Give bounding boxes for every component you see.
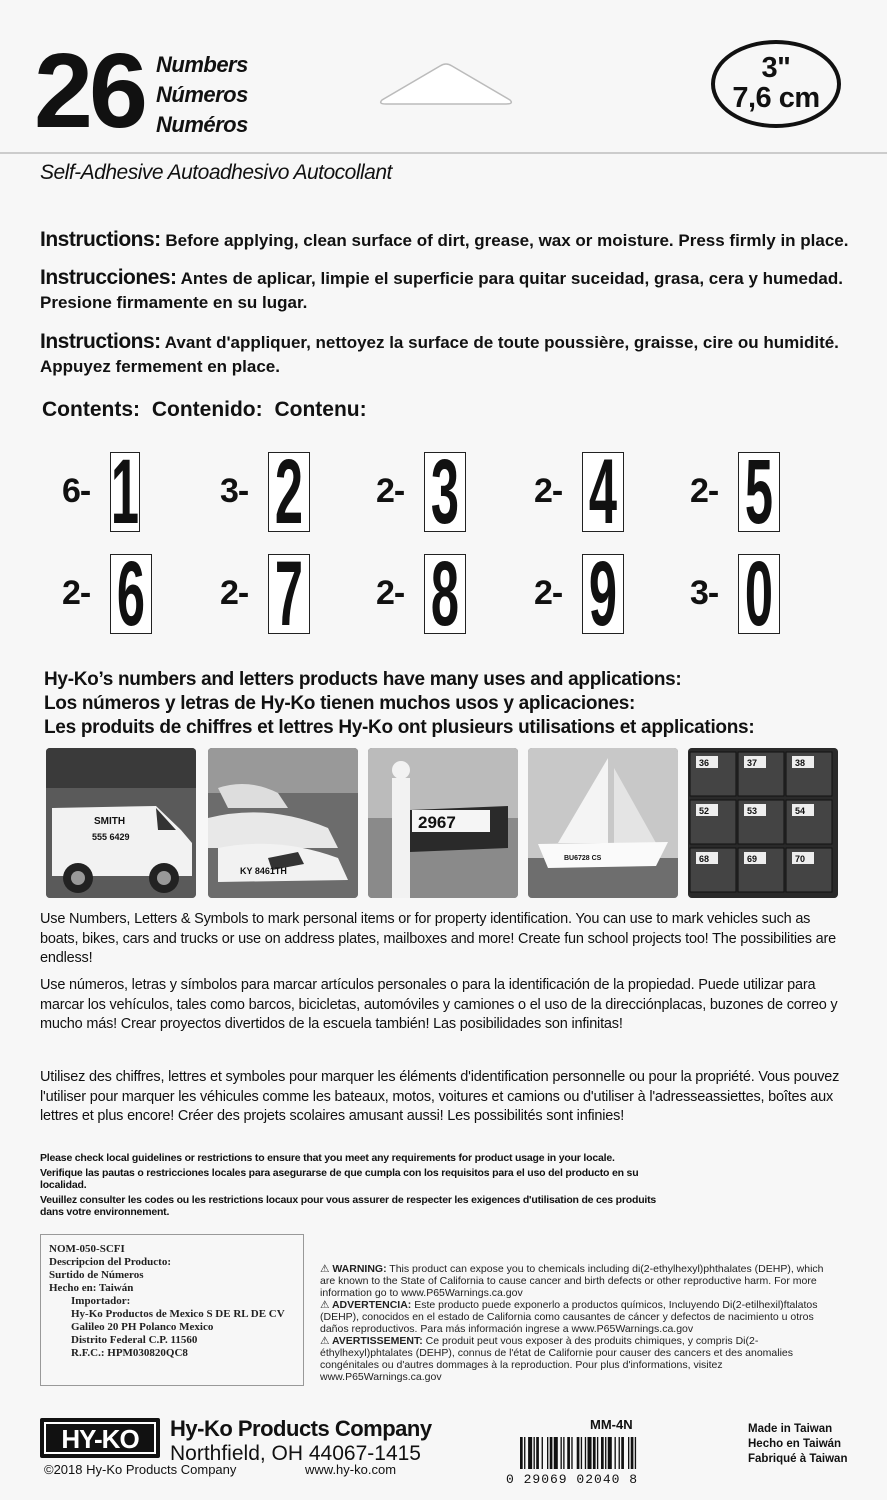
uses-paragraph-en: Use Numbers, Letters & Symbols to mark personal items or for property identification. You can use to mark vehicles such as boats, bikes, cars and trucks or use on address plates, mailboxes and more! Create fun school projects too! The possibilities are endless!	[40, 911, 837, 966]
bin-number: 68	[699, 854, 710, 864]
nom-code: NOM-050-SCFI	[49, 1243, 125, 1255]
contents-qty: 2-	[690, 472, 719, 510]
barcode-bar	[550, 1437, 553, 1469]
header-divider	[0, 152, 887, 154]
digit-sticker	[268, 554, 310, 634]
photo-jetski	[208, 748, 358, 898]
made-in-fr: Fabriqué à Taiwan	[748, 1453, 848, 1465]
barcode-bar	[577, 1437, 580, 1469]
bin-number: 52	[699, 806, 710, 816]
digit-sticker	[582, 554, 624, 634]
instructions-fr-text: Avant d'appliquer, nettoyez la surface de toute poussière, graisse, cire ou humidité. Appuyez fermement en place.	[40, 333, 839, 376]
warning-fr-label: ⚠ AVERTISSEMENT:	[320, 1335, 423, 1347]
barcode-bar	[605, 1437, 606, 1469]
barcode-bar	[601, 1437, 604, 1469]
barcode-bar	[547, 1437, 548, 1469]
adhesive-label: Self-Adhesive Autoadhesivo Autocollant	[40, 161, 392, 184]
size-badge	[711, 40, 841, 128]
photo-sailboat	[528, 748, 678, 898]
barcode-bar	[528, 1437, 532, 1469]
bin-number: 38	[795, 758, 806, 768]
product-description: Surtido de Números	[49, 1269, 144, 1281]
digit-sticker-value: 5	[744, 452, 774, 532]
count-words	[156, 50, 248, 140]
digit-sticker-value: 2	[274, 452, 304, 532]
barcode-bar	[563, 1437, 564, 1469]
fine-print	[40, 1152, 660, 1221]
digit-sticker	[424, 452, 466, 532]
instructions-es-text: Antes de aplicar, limpie el superficie para quitar suceidad, grasa, cera y humedad. Presione firmamente en su lugar.	[40, 269, 843, 312]
contents-qty: 2-	[376, 472, 405, 510]
digit-sticker	[738, 452, 780, 532]
barcode-bar	[619, 1437, 620, 1469]
copyright: ©2018 Hy-Ko Products Company	[44, 1462, 237, 1477]
count-number: 26	[34, 32, 144, 150]
barcode-bar	[536, 1437, 539, 1469]
hang-hole-icon	[378, 60, 514, 106]
contents-qty: 2-	[376, 574, 405, 612]
instructions-fr	[40, 330, 870, 379]
website: www.hy-ko.com	[305, 1462, 397, 1477]
digit-sticker-value: 4	[588, 452, 618, 532]
contents-qty: 2-	[534, 472, 563, 510]
sku-code: MM-4N	[590, 1417, 633, 1432]
barcode	[520, 1437, 716, 1469]
bin-number: 70	[795, 854, 806, 864]
digit-sticker	[738, 554, 780, 634]
count-word-es: Números	[156, 82, 248, 107]
barcode-bar	[621, 1437, 624, 1469]
digit-sticker	[582, 452, 624, 532]
warning-es-label: ⚠ ADVERTENCIA:	[320, 1299, 412, 1311]
bin-number: 37	[747, 758, 758, 768]
importer-label: Importador:	[71, 1295, 131, 1307]
mailbox-number: 2967	[418, 813, 456, 832]
digit-sticker	[268, 452, 310, 532]
boat-registration: BU6728 CS	[564, 855, 602, 862]
instructions-es-label: Instrucciones:	[40, 266, 177, 289]
barcode-bar	[567, 1437, 570, 1469]
barcode-bar	[628, 1437, 629, 1469]
importer-rfc: R.F.C.: HPM030820QC8	[71, 1347, 188, 1359]
size-inches: 3"	[761, 52, 791, 84]
barcode-bar	[585, 1437, 586, 1469]
barcode-bar	[597, 1437, 598, 1469]
uses-headings	[44, 668, 754, 740]
uses-paragraph-fr: Utilisez des chiffres, lettres et symboles pour marquer les éléments d'identification personnelle ou pour la propriété. Vous pouvez l'utiliser pour marquer les véhicules comme les bateaux, motos, voitures et camions ou d'utiliser à l'adresseassiettes, boîtes aux lettres et plus encore! Créer des projets scolaires amusant aussi! Les possibilités sont infinies!	[40, 1069, 840, 1124]
uses-heading-fr: Les produits de chiffres et lettres Hy-Ko ont plusieurs utilisations et applications:	[44, 717, 755, 738]
company-address: Northfield, OH 44067-1415	[170, 1442, 421, 1465]
digit-sticker-value: 8	[430, 554, 460, 634]
barcode-digits: 0 29069 02040 8	[506, 1472, 639, 1487]
uses-paragraph-es: Use números, letras y símbolos para marcar artículos personales o para la identificación de la propiedad. Puede utilizar para marcar los vehículos, tales como barcos, bicicletas, automóviles y camiones o el uso de la direcciónplacas, buzones de correo y mucho más! Crear proyectos divertidos de la escuela también! Las posibilidades son infinitas!	[40, 977, 838, 1032]
instructions-en	[40, 228, 870, 253]
contents-qty: 2-	[62, 574, 91, 612]
contents-qty: 6-	[62, 472, 91, 510]
digit-sticker-value: 6	[116, 554, 146, 634]
barcode-bar	[593, 1437, 596, 1469]
barcode-bar	[608, 1437, 612, 1469]
instructions-en-text: Before applying, clean surface of dirt, grease, wax or moisture. Press firmly in place.	[160, 231, 849, 250]
warning-en-text: This product can expose you to chemicals including di(2-ethylhexyl)phthalates (DEHP), which are known to the State of California to cause cancer and birth defects or other reproductive harm. For more information go to www.P65Warnings.ca.gov	[320, 1263, 824, 1299]
photo-bins	[688, 748, 838, 898]
hyko-logo-text: HY-KO	[44, 1422, 156, 1454]
made-in-es: Hecho en Taiwán	[748, 1438, 842, 1450]
size-cm: 7,6 cm	[732, 82, 820, 114]
barcode-bar	[571, 1437, 572, 1469]
warning-en-label: ⚠ WARNING:	[320, 1263, 387, 1275]
digit-sticker-value: 1	[110, 452, 140, 532]
instructions-en-label: Instructions:	[40, 228, 161, 251]
fine-print-en: Please check local guidelines or restrictions to ensure that you meet any requirements for product usage in your locale.	[40, 1152, 615, 1164]
made-in-block	[748, 1422, 847, 1467]
barcode-bar	[561, 1437, 562, 1469]
digit-sticker-value: 0	[744, 554, 774, 634]
contents-qty: 3-	[220, 472, 249, 510]
digit-sticker-value: 3	[430, 452, 460, 532]
warning-fr-text: Ce produit peut vous exposer à des produits chimiques, y compris Di(2-éthylhexyl)phtalates (DEHP), connus de l'état de Californie pour causer des cancers et des anomalies congénitales ou d'autres dommages à la reproduction. Pour plus d'informations, visitez www.P65Warnings.ca.gov	[320, 1335, 794, 1383]
photo-mailbox	[368, 748, 518, 898]
digit-sticker	[110, 452, 140, 532]
barcode-bar	[554, 1437, 558, 1469]
bin-number: 53	[747, 806, 758, 816]
uses-heading-es: Los números y letras de Hy-Ko tienen muchos usos y aplicaciones:	[44, 693, 636, 714]
jetski-registration: KY 8461TH	[240, 866, 287, 876]
import-info-box	[40, 1234, 304, 1386]
bin-number: 69	[747, 854, 758, 864]
photo-van	[46, 748, 196, 898]
barcode-bar	[581, 1437, 582, 1469]
package-header	[0, 0, 887, 152]
van-name: SMITH	[94, 816, 126, 827]
digit-sticker-value: 9	[588, 554, 618, 634]
contents-qty: 2-	[534, 574, 563, 612]
fine-print-es: Verifique las pautas o restricciones locales para asegurarse de que cumpla con los requisitos para el uso del producto en su localidad.	[40, 1166, 639, 1191]
contents-label: Contents: Contenido: Contenu:	[42, 398, 367, 421]
importer-name: Hy-Ko Productos de Mexico S DE RL DE CV	[71, 1308, 285, 1320]
warning-es-text: Este producto puede exponerlo a productos químicos, Incluyendo Di(2-etilhexil)ftalatos (DEHP), conocidos en el estado de California como causantes de cáncer y defectos de nacimiento u otros daños reproductivos. Para más información ingrese a www.P65Warnings.ca.gov	[320, 1299, 818, 1335]
bin-number: 54	[795, 806, 806, 816]
van-phone: 555 6429	[92, 832, 130, 842]
hyko-logo	[40, 1418, 160, 1458]
digit-sticker	[424, 554, 466, 634]
barcode-bar	[635, 1437, 636, 1469]
importer-address-1: Galileo 20 PH Polanco Mexico	[71, 1321, 214, 1333]
instructions-fr-label: Instructions:	[40, 330, 161, 353]
made-in-en: Made in Taiwan	[748, 1423, 833, 1435]
importer-address-2: Distrito Federal C.P. 11560	[71, 1334, 198, 1346]
instructions-es	[40, 266, 870, 315]
contents-qty: 2-	[220, 574, 249, 612]
barcode-bar	[542, 1437, 543, 1469]
barcode-bar	[615, 1437, 616, 1469]
bin-number: 36	[699, 758, 710, 768]
count-word-fr: Numéros	[156, 112, 248, 137]
barcode-bar	[588, 1437, 592, 1469]
contents-qty: 3-	[690, 574, 719, 612]
count-word-en: Numbers	[156, 52, 248, 77]
fine-print-fr: Veuillez consulter les codes ou les restrictions locaux pour vous assurer de respecter les exigences d'utilisation de ces produits dans votre environnement.	[40, 1193, 657, 1218]
prop65-warning	[320, 1263, 840, 1383]
product-description-label: Descripcion del Producto:	[49, 1256, 172, 1268]
digit-sticker-value: 7	[274, 554, 304, 634]
barcode-bar	[534, 1437, 535, 1469]
barcode-bar	[524, 1437, 525, 1469]
barcode-bar	[520, 1437, 523, 1469]
barcode-bar	[631, 1437, 634, 1469]
company-name: Hy-Ko Products Company	[170, 1416, 432, 1441]
made-in-es: Hecho en: Taiwán	[49, 1282, 134, 1294]
uses-heading-en: Hy-Ko’s numbers and letters products have many uses and applications:	[44, 669, 682, 690]
digit-sticker	[110, 554, 152, 634]
